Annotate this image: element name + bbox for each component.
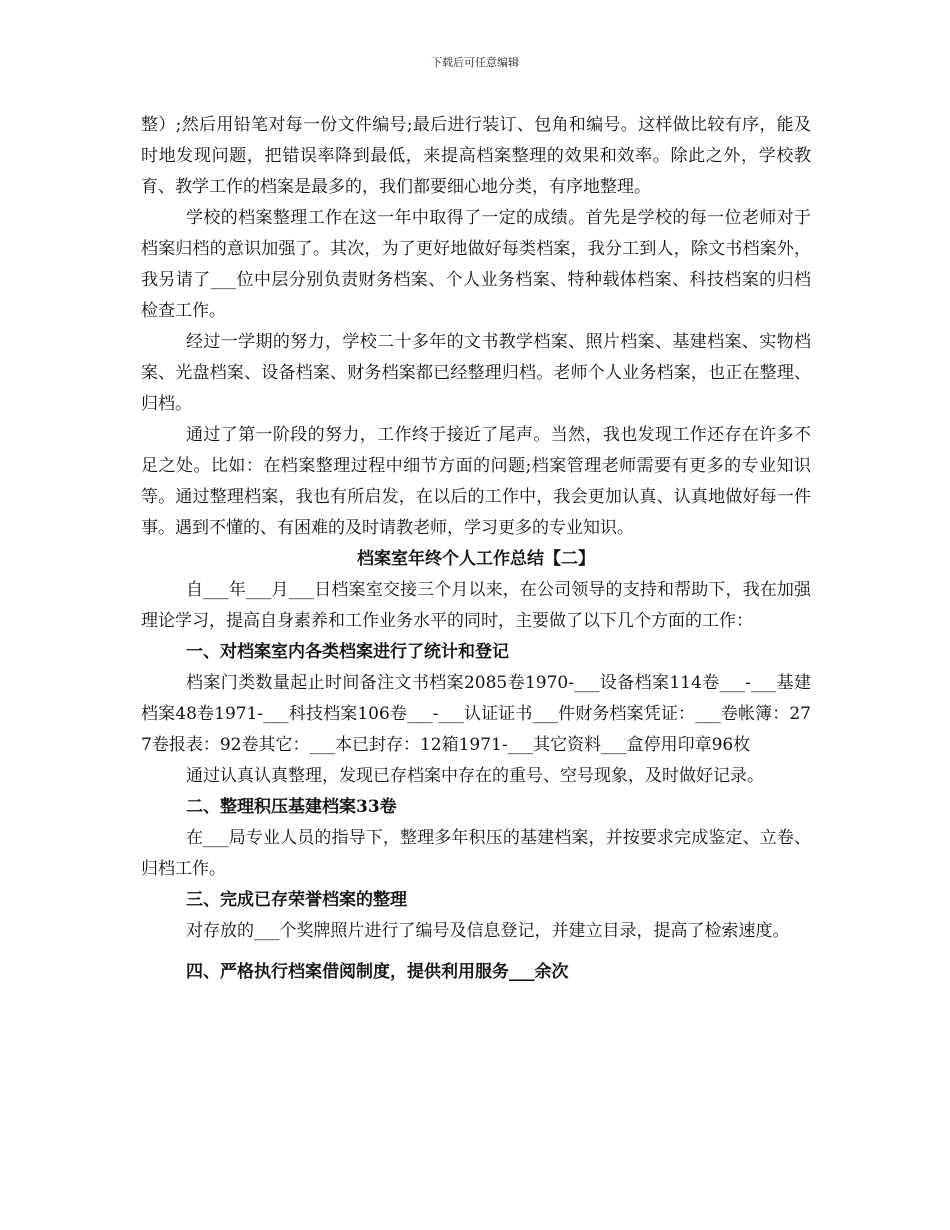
- paragraph-achievements: 学校的档案整理工作在这一年中取得了一定的成绩。首先是学校的每一位老师对于档案归档的意识加强了。其次，为了更好地做好每类档案，我分工到人，除文书档案外，我另请了___位中层分别负责财务档案、个人业务档案、特种载体档案、科技档案的归档检查工作。: [141, 208, 811, 321]
- paragraph-continued: 整）;然后用铅笔对每一份文件编号;最后进行装订、包角和编号。这样做比较有序，能及时地发现问题，把错误率降到最低，来提高档案整理的效果和效率。除此之外，学校教育、教学工作的档案是最多的，我们都要细心地分类，有序地整理。: [141, 115, 811, 197]
- section-title: 档案室年终个人工作总结【二】: [357, 549, 595, 569]
- heading-borrowing-system: 四、严格执行档案借阅制度，提供利用服务___余次: [186, 962, 569, 982]
- paragraph-records: 通过认真认真整理，发现已存档案中存在的重号、空号现象，及时做好记录。: [186, 766, 764, 786]
- heading-honor-archives: 三、完成已存荣誉档案的整理: [186, 890, 407, 910]
- paragraph-archive-categories: 档案门类数量起止时间备注文书档案2085卷1970-___设备档案114卷___-___基建档案48卷1971-___科技档案106卷___-___认证证书___件财务档案凭证：___卷帐簿：277卷报表：92卷其它：___本已封存：12箱1971-___其它资料___盒停用印章96枚: [141, 673, 811, 755]
- paragraph-intro: 自___年___月___日档案室交接三个月以来，在公司领导的支持和帮助下，我在加强理论学习，提高自身素养和工作业务水平的同时，主要做了以下几个方面的工作：: [141, 580, 811, 631]
- paragraph-honor: 对存放的___个奖牌照片进行了编号及信息登记，并建立目录，提高了检索速度。: [186, 921, 790, 941]
- paragraph-semester-effort: 经过一学期的努力，学校二十多年的文书教学档案、照片档案、基建档案、实物档案、光盘档案、设备档案、财务档案都已经整理归档。老师个人业务档案，也正在整理、归档。: [141, 332, 811, 414]
- page-header: 下载后可任意编辑: [431, 56, 519, 69]
- heading-construction-archives: 二、整理积压基建档案33卷: [186, 797, 397, 817]
- paragraph-first-stage: 通过了第一阶段的努力，工作终于接近了尾声。当然，我也发现工作还存在许多不足之处。比如：在档案整理过程中细节方面的问题;档案管理老师需要有更多的专业知识等。通过整理档案，我也有所启发，在以后的工作中，我会更加认真、认真地做好每一件事。遇到不懂的、有困难的及时请教老师，学习更多的专业知识。: [141, 425, 811, 538]
- paragraph-construction: 在___局专业人员的指导下，整理多年积压的基建档案，并按要求完成鉴定、立卷、归档工作。: [141, 828, 811, 879]
- document-body: [141, 110, 811, 988]
- heading-statistics: 一、对档案室内各类档案进行了统计和登记: [186, 642, 509, 662]
